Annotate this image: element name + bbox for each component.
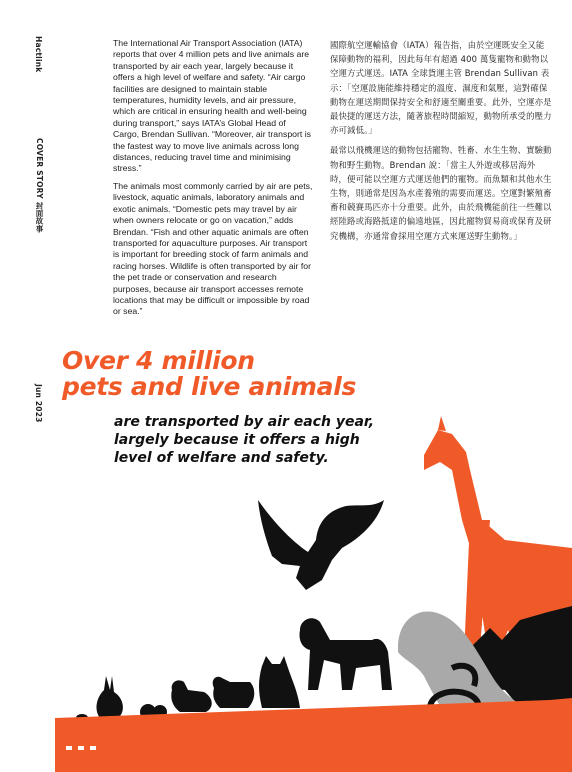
dog-icon (299, 618, 392, 690)
cat-icon (259, 656, 300, 708)
hen-icon (213, 677, 255, 708)
headline-line-2: pets and live animals (62, 372, 357, 401)
chinese-paragraph-2: 最常以飛機運送的動物包括寵物、牲畜、水生生物、實驗動物和野生動物。Brendan 說：「當主人外遊或移居海外時，便可能以空運方式運送他們的寵物。而魚類和其他水生生物，則通常是因為水產養殖的需要而運送。空運對繁殖畜畜和競賽馬匹亦十分重要。此外，由於飛機能前往一些難以經陸路或海路抵達的偏遠地區，因此寵物貿易商或保育及研究機構，亦通常會採用空運方式來運送野生動物。」 (330, 145, 552, 241)
chinese-paragraph-1: 國際航空運輸協會（IATA）報告指，由於空運既安全又能保障動物的福利，因此每年有超過 400 萬隻寵物和動物以空運方式運送。IATA 全球貨運主管 Brendan Sullivan 表示：「空運設施能維持穩定的溫度、濕度和氣壓，這對確保動物在運送期間保持安全和舒適至關重要。此外，空運亦是最快捷的運送方法，隨著旅程時間縮短，動物所承受的壓力亦可減低。」 (330, 40, 552, 136)
eagle-icon (258, 500, 384, 590)
section-label: COVER STORY 封面故事 (35, 138, 44, 233)
brand-label: Hactlink (34, 36, 43, 73)
ground-band (55, 698, 572, 772)
subhead-line-3: level of welfare and safety. (114, 450, 329, 466)
english-paragraph-1: The International Air Transport Association (IATA) reports that over 4 million pets and live animals are transported by air each year, largely because it offers a high level of welfare and safety. “Air cargo facilities are designed to maintain stable temperatures, humidity levels, and air pressure, which are critical in ensuring health and well-being during transport,” says IATA’s Global Head of Cargo, Brendan Sullivan. “Moreover, air transport is the fastest way to move live animals across long distances, reducing travel time and minimising stress.” (113, 38, 311, 174)
page-number: 12 (31, 731, 39, 738)
subhead-line-2: largely because it offers a high (114, 432, 360, 448)
duck-icon (171, 680, 211, 712)
subhead-line-1: are transported by air each year, (114, 414, 375, 430)
english-paragraph-2: The animals most commonly carried by air are pets, livestock, aquatic animals, laboratory animals and exotic animals. “Domestic pets may travel by air when owners relocate or go on vacation,” adds Brendan. “Fish and other aquatic animals are often transported for aquaculture purposes. Air transport is important for breeding stock of farm animals and racing horses. Wildlife is often transported by air for the pet trade or conservation and research purposes, because air transport accesses remote locations that may be difficult or impossible by road or sea.” (113, 180, 313, 317)
headline-line-1: Over 4 million (62, 346, 255, 375)
issue-date: Jun 2023 (34, 384, 43, 423)
rabbit-icon (97, 676, 123, 718)
footer-dashes (66, 746, 96, 750)
